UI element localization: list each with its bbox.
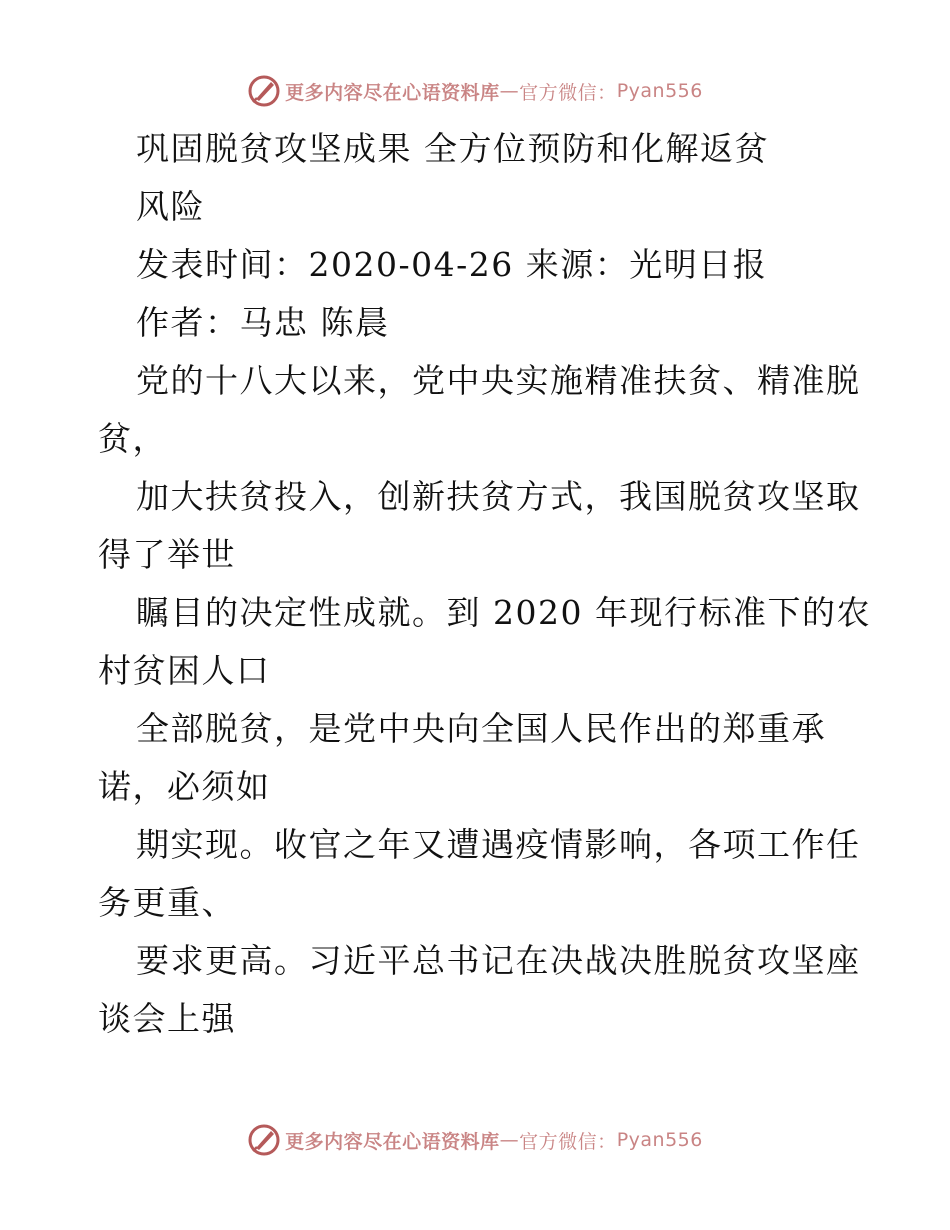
paragraph-line: 贫， xyxy=(98,419,167,458)
watermark-site-name: 更多内容尽在心语资料库 xyxy=(285,81,500,104)
article-meta: 发表时间：2020-04-26 来源：光明日报 xyxy=(136,245,768,284)
quill-seal-icon xyxy=(247,1123,281,1157)
document-body xyxy=(98,120,871,1048)
paragraph-line: 务更重、 xyxy=(98,883,236,922)
watermark-site-name: 更多内容尽在心语资料库 xyxy=(285,1130,500,1153)
paragraph-line: 村贫困人口 xyxy=(98,651,271,690)
paragraph-line: 诺，必须如 xyxy=(98,767,271,806)
article-title-line-1: 巩固脱贫攻坚成果 全方位预防和化解返贫 xyxy=(136,129,769,168)
watermark-wechat-label: 官方微信： xyxy=(519,81,617,104)
watermark-wechat-label: 官方微信： xyxy=(519,1130,617,1153)
paragraph-line: 加大扶贫投入，创新扶贫方式，我国脱贫攻坚取 xyxy=(136,477,861,516)
watermark-wechat-id: Pyan556 xyxy=(616,80,703,102)
article-author: 作者：马忠 陈晨 xyxy=(136,303,390,342)
paragraph-line: 谈会上强 xyxy=(98,999,236,1038)
paragraph-line: 全部脱贫，是党中央向全国人民作出的郑重承 xyxy=(136,709,826,748)
paragraph-line: 瞩目的决定性成就。到 2020 年现行标准下的农 xyxy=(136,593,871,632)
article-title-line-2: 风险 xyxy=(136,187,205,226)
watermark-footer xyxy=(0,1120,950,1160)
watermark-dash: — xyxy=(499,1129,520,1151)
paragraph-line: 党的十八大以来，党中央实施精准扶贫、精准脱 xyxy=(136,361,861,400)
watermark-header xyxy=(0,71,950,111)
paragraph-line: 得了举世 xyxy=(98,535,236,574)
paragraph-line: 期实现。收官之年又遭遇疫情影响，各项工作任 xyxy=(136,825,861,864)
quill-seal-icon xyxy=(247,74,281,108)
paragraph-line: 要求更高。习近平总书记在决战决胜脱贫攻坚座 xyxy=(136,941,861,980)
watermark-dash: — xyxy=(499,80,520,102)
watermark-wechat-id: Pyan556 xyxy=(616,1129,703,1151)
